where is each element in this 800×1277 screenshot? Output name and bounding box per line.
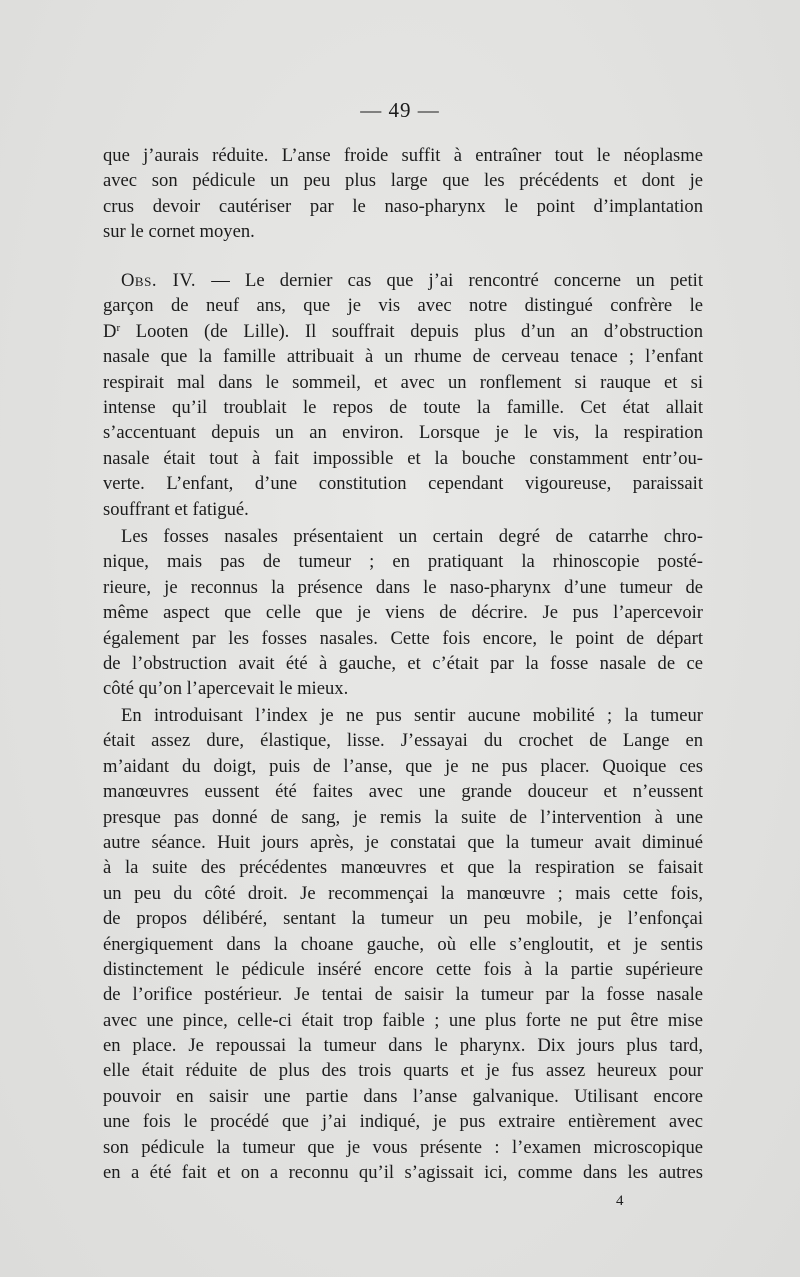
paragraph-continuation	[103, 143, 703, 245]
text-line: de propos délibéré, sentant la tumeur un peu mobile, je l’enfonçai	[103, 908, 703, 930]
text-line: intense qu’il troublait le repos de toute la famille. Cet état allait	[103, 396, 703, 418]
text-line	[103, 319, 703, 344]
text-line: nasale que la famille attribuait à un rhume de cerveau tenace ; l’enfant	[103, 346, 703, 368]
text-line: même aspect que celle que je viens de décrire. Je pus l’apercevoir	[103, 602, 703, 624]
text-line: avec une pince, celle-ci était trop faible ; une plus forte ne put être mise	[103, 1009, 703, 1031]
observation-label: Obs. IV.	[121, 270, 197, 291]
text-segment: — Le dernier cas que j’ai rencontré concerne un petit	[196, 270, 703, 291]
text-line: en a été fait et on a reconnu qu’il s’agissait ici, comme dans les autres	[103, 1162, 703, 1184]
text-line: autre séance. Huit jours après, je constatai que la tumeur avait diminué	[103, 831, 703, 853]
text-line: nasale était tout à fait impossible et la bouche constamment entr’ou-	[103, 447, 703, 469]
text-line: que j’aurais réduite. L’anse froide suffit à entraîner tout le néoplasme	[103, 145, 703, 166]
text-line: sur le cornet moyen.	[103, 221, 255, 243]
text-line: une fois le procédé que j’ai indiqué, je pus extraire entièrement avec	[103, 1111, 703, 1133]
text-line: de l’obstruction avait été à gauche, et c’était par la fosse nasale de ce	[103, 652, 703, 674]
text-line: son pédicule la tumeur que je vous présente : l’examen microscopique	[103, 1136, 703, 1158]
text-line: également par les fosses nasales. Cette fois encore, le point de départ	[103, 627, 703, 649]
text-line: distinctement le pédicule inséré encore cette fois à la partie supérieure	[103, 958, 703, 980]
text-line	[103, 268, 703, 293]
superscript: r	[116, 321, 121, 334]
text-line: crus devoir cautériser par le naso-pharynx le point d’implantation	[103, 195, 703, 217]
text-line: garçon de neuf ans, que je vis avec notre distingué confrère le	[103, 295, 703, 317]
text-line: m’aidant du doigt, puis de l’anse, que je ne pus placer. Quoique ces	[103, 755, 703, 777]
text-line: à la suite des précédentes manœuvres et que la respiration se faisait	[103, 857, 703, 879]
signature-mark: 4	[616, 1193, 624, 1209]
text-line: respirait mal dans le sommeil, et avec un ronflement si rauque et si	[103, 371, 703, 393]
text-line: presque pas donné de sang, je remis la suite de l’intervention à une	[103, 806, 703, 828]
page-number: — 49 —	[360, 98, 440, 122]
text-line: verte. L’enfant, d’une constitution cependant vigoureuse, paraissait	[103, 473, 703, 495]
paragraph-introduisant	[103, 703, 703, 1185]
text-line: en place. Je repoussai la tumeur dans le pharynx. Dix jours plus tard,	[103, 1035, 703, 1057]
text-line: de l’orifice postérieur. Je tentai de saisir la tumeur par la fosse nasale	[103, 984, 703, 1006]
paragraph-fosses	[103, 524, 703, 702]
text-line: nique, mais pas de tumeur ; en pratiquant la rhinoscopie posté-	[103, 551, 703, 573]
text-line: manœuvres eussent été faites avec une grande douceur et n’eussent	[103, 781, 703, 803]
text-segment: D	[103, 320, 117, 342]
text-line: elle était réduite de plus des trois quarts et je fus assez heureux pour	[103, 1060, 703, 1082]
text-line: s’accentuant depuis un an environ. Lorsque je le vis, la respiration	[103, 422, 703, 444]
paragraph-obs-iv	[103, 268, 703, 522]
text-line: rieure, je reconnus la présence dans le naso-pharynx d’une tumeur de	[103, 576, 703, 598]
text-line: côté qu’on l’apercevait le mieux.	[103, 678, 349, 700]
text-line: Les fosses nasales présentaient un certain degré de catarrhe chro-	[121, 526, 703, 547]
text-segment: Looten (de Lille). Il souffrait depuis plus d’un an d’obstruction	[120, 320, 703, 342]
text-line: un peu du côté droit. Je recommençai la manœuvre ; mais cette fois,	[103, 882, 703, 904]
text-line: avec son pédicule un peu plus large que les précédents et dont je	[103, 170, 703, 192]
text-line: En introduisant l’index je ne pus sentir aucune mobilité ; la tumeur	[121, 705, 703, 726]
text-line: souffrant et fatigué.	[103, 498, 249, 520]
text-line: était assez dure, élastique, lisse. J’essayai du crochet de Lange en	[103, 730, 703, 752]
text-line: pouvoir en saisir une partie dans l’anse galvanique. Utilisant encore	[103, 1085, 703, 1107]
text-line: énergiquement dans la choane gauche, où elle s’engloutit, et je sentis	[103, 933, 703, 955]
